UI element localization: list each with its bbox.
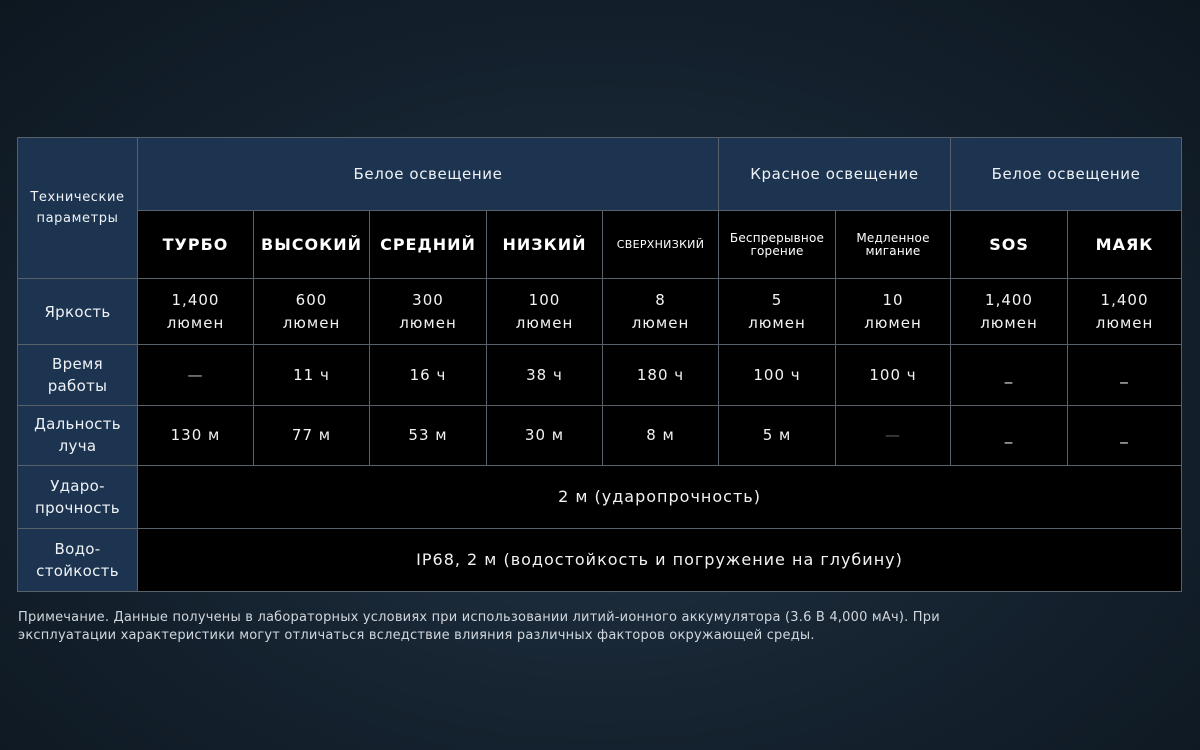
mode-steady-line2: горение xyxy=(750,243,804,258)
beam-sos: _ xyxy=(951,405,1068,465)
brightness-steady-unit: люмен xyxy=(748,313,806,332)
brightness-sos-unit: люмен xyxy=(980,313,1038,332)
beam-medium: 53 м xyxy=(370,405,487,465)
row-label-beam-line1: Дальность xyxy=(34,415,121,434)
brightness-low-value: 100 xyxy=(528,290,561,309)
brightness-high-value: 600 xyxy=(295,290,328,309)
row-label-brightness-line1: Яркость xyxy=(44,302,111,321)
brightness-ultralow-value: 8 xyxy=(655,290,666,309)
beam-turbo: 130 м xyxy=(138,405,254,465)
runtime-sos: _ xyxy=(951,345,1068,405)
brightness-medium xyxy=(370,278,487,344)
beam-low: 30 м xyxy=(487,405,603,465)
group-white-light-2: Белое освещение xyxy=(951,138,1182,211)
header-tech-params xyxy=(18,138,138,279)
brightness-high xyxy=(254,278,370,344)
specifications-table xyxy=(17,137,1182,592)
brightness-medium-unit: люмен xyxy=(399,313,457,332)
runtime-ultralow: 180 ч xyxy=(603,345,719,405)
row-label-beam xyxy=(18,405,138,465)
water-value: IP68, 2 м (водостойкость и погружение на глубину) xyxy=(138,528,1182,591)
brightness-beacon xyxy=(1068,278,1182,344)
beam-beacon: _ xyxy=(1068,405,1182,465)
mode-sos: SOS xyxy=(951,211,1068,278)
brightness-ultralow xyxy=(603,278,719,344)
row-label-runtime-line2: работы xyxy=(47,377,108,396)
runtime-slow-flash: 100 ч xyxy=(836,345,951,405)
brightness-ultralow-unit: люмен xyxy=(631,313,690,332)
mode-slow-flash-line1: Медленное xyxy=(856,230,930,245)
beam-ultralow: 8 м xyxy=(603,405,719,465)
mode-low: НИЗКИЙ xyxy=(487,211,603,278)
brightness-low-unit: люмен xyxy=(515,313,574,332)
beam-slow-flash: — xyxy=(836,405,951,465)
brightness-slow-flash xyxy=(836,278,951,344)
brightness-beacon-value: 1,400 xyxy=(1100,290,1149,309)
runtime-beacon: _ xyxy=(1068,345,1182,405)
row-label-impact xyxy=(18,466,138,528)
runtime-high: 11 ч xyxy=(254,345,370,405)
brightness-high-unit: люмен xyxy=(282,313,341,332)
group-white-light-1: Белое освещение xyxy=(138,138,719,211)
mode-steady-line1: Беспрерывное xyxy=(729,230,825,245)
runtime-turbo: — xyxy=(138,345,254,405)
brightness-sos-value: 1,400 xyxy=(985,290,1033,309)
brightness-slow-flash-value: 10 xyxy=(882,290,904,309)
group-red-light: Красное освещение xyxy=(719,138,951,211)
mode-ultralow: СВЕРХНИЗКИЙ xyxy=(603,211,719,278)
brightness-steady-value: 5 xyxy=(771,290,783,309)
mode-medium: СРЕДНИЙ xyxy=(370,211,487,278)
brightness-beacon-unit: люмен xyxy=(1095,313,1154,332)
brightness-turbo-value: 1,400 xyxy=(171,290,220,309)
mode-beacon: МАЯК xyxy=(1068,211,1182,278)
runtime-low: 38 ч xyxy=(487,345,603,405)
row-label-beam-line2: луча xyxy=(58,437,97,456)
mode-slow-flash-line2: мигание xyxy=(865,243,921,258)
footnote-line1: Примечание. Данные получены в лабораторных условиях при использовании литий-ионного аккумулятора (3.6 В 4,000 мАч). При xyxy=(18,610,940,625)
brightness-turbo xyxy=(138,278,254,344)
brightness-steady xyxy=(719,278,836,344)
row-label-brightness xyxy=(18,278,138,344)
row-label-water-line1: Водо- xyxy=(54,539,101,558)
brightness-low xyxy=(487,278,603,344)
row-label-impact-line1: Ударо- xyxy=(50,476,105,495)
brightness-slow-flash-unit: люмен xyxy=(864,313,922,332)
runtime-steady: 100 ч xyxy=(719,345,836,405)
header-tech-params-line1: Технические xyxy=(30,189,125,205)
footnote-line2: эксплуатации характеристики могут отличаться вследствие влияния различных факторов окружающей среды. xyxy=(18,628,815,643)
brightness-sos xyxy=(951,278,1068,344)
header-tech-params-line2: параметры xyxy=(36,210,119,226)
brightness-turbo-unit: люмен xyxy=(166,313,225,332)
mode-slow-flash xyxy=(836,211,951,278)
brightness-medium-value: 300 xyxy=(412,290,444,309)
mode-turbo: ТУРБО xyxy=(138,211,254,278)
row-label-water xyxy=(18,528,138,591)
impact-value: 2 м (ударопрочность) xyxy=(138,466,1182,528)
beam-steady: 5 м xyxy=(719,405,836,465)
row-label-runtime xyxy=(18,345,138,405)
runtime-medium: 16 ч xyxy=(370,345,487,405)
beam-high: 77 м xyxy=(254,405,370,465)
mode-steady xyxy=(719,211,836,278)
row-label-impact-line2: прочность xyxy=(35,498,120,517)
row-label-runtime-line1: Время xyxy=(52,355,103,374)
row-label-water-line2: стойкость xyxy=(36,561,119,580)
mode-high: ВЫСОКИЙ xyxy=(254,211,370,278)
footnote xyxy=(18,609,1178,645)
